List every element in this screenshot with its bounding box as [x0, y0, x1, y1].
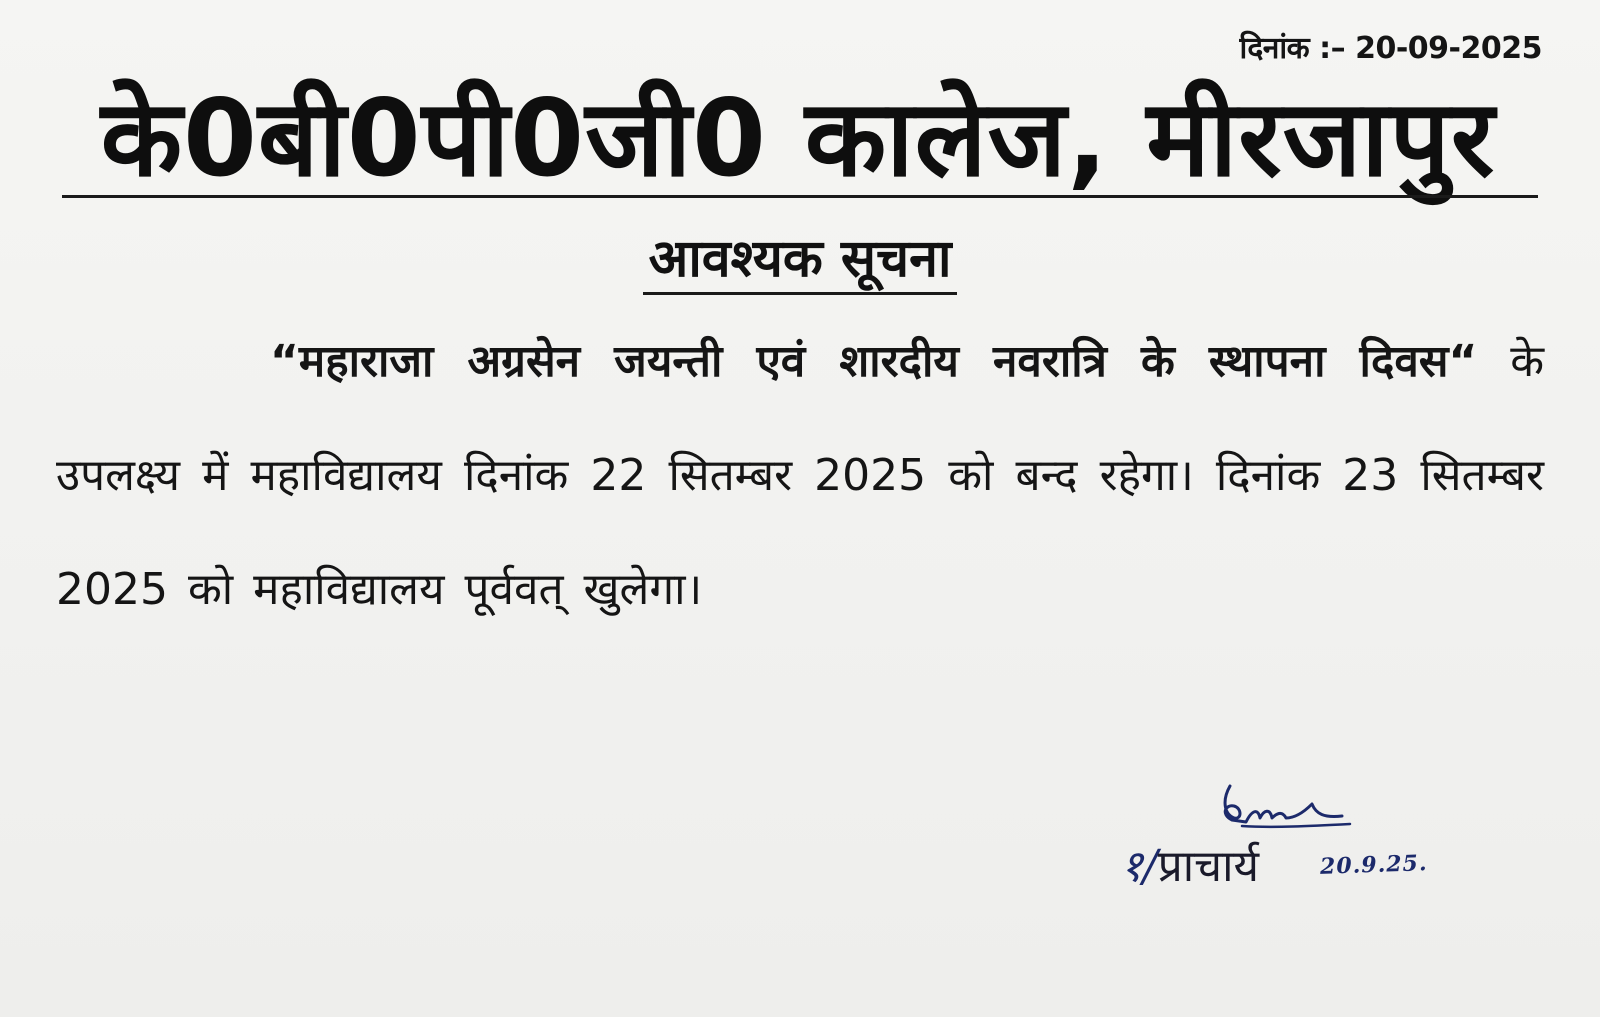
signature-date: 20.9.25.: [1319, 850, 1428, 880]
notice-body: [56, 305, 1544, 647]
notice-body-text: के उपलक्ष्य में महाविद्यालय दिनांक 22 सितम्बर 2025 को बन्द रहेगा। दिनांक 23 सितम्बर 2025 को महाविद्यालय पूर्ववत् खुलेगा।: [56, 336, 1544, 615]
principal-designation: [1120, 834, 1259, 894]
notice-heading: आवश्यक सूचना: [643, 228, 958, 295]
designation-prefix: १/: [1120, 841, 1158, 892]
notice-date: दिनांक :– 20-09-2025: [1239, 31, 1542, 66]
handwritten-signature: [1212, 780, 1362, 840]
notice-heading-wrap: [0, 228, 1600, 295]
notice-body-bold: “महाराजा अग्रसेन जयन्ती एवं शारदीय नवरात्रि के स्थापना दिवस“: [270, 336, 1478, 387]
designation-title: प्राचार्य: [1157, 841, 1260, 892]
college-name: के0बी0पी0जी0 कालेज, मीरजापुर: [100, 77, 1496, 200]
header-divider: [62, 195, 1538, 198]
signature-block: [1120, 780, 1540, 910]
